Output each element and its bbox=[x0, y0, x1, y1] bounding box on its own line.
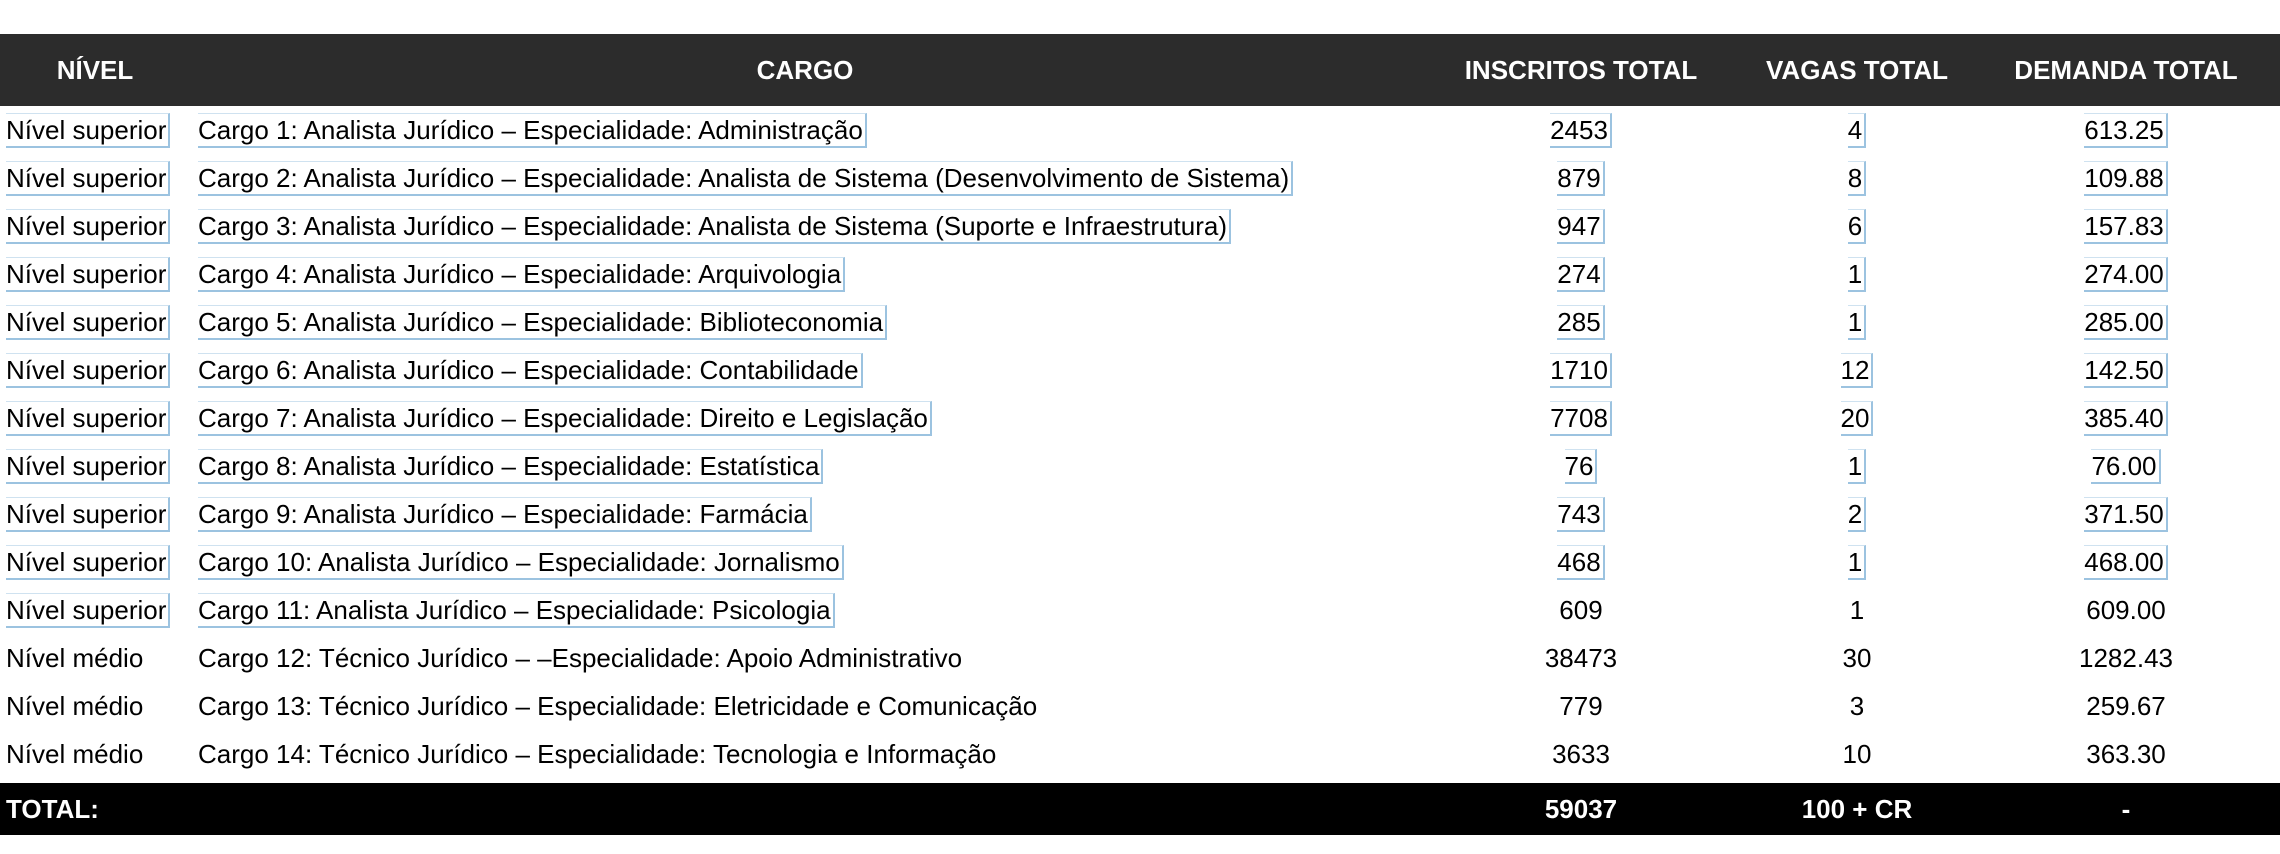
results-table bbox=[0, 34, 2280, 835]
cell-vagas-text: 20 bbox=[1841, 401, 1874, 436]
cell-nivel bbox=[0, 113, 190, 148]
cell-demanda-text: 109.88 bbox=[2084, 161, 2168, 196]
cell-cargo bbox=[190, 449, 1420, 484]
cell-vagas-text: 2 bbox=[1848, 497, 1866, 532]
cell-nivel bbox=[0, 401, 190, 436]
cell-demanda-text: 142.50 bbox=[2084, 353, 2168, 388]
cell-inscritos-text: 1710 bbox=[1550, 353, 1612, 388]
cell-cargo bbox=[190, 642, 1420, 674]
cell-inscritos bbox=[1420, 401, 1742, 436]
cell-nivel bbox=[0, 257, 190, 292]
cell-inscritos bbox=[1420, 497, 1742, 532]
cell-vagas bbox=[1742, 161, 1972, 196]
cell-inscritos bbox=[1420, 161, 1742, 196]
cell-cargo bbox=[190, 497, 1420, 532]
cell-demanda bbox=[1972, 690, 2280, 722]
cell-demanda bbox=[1972, 449, 2280, 484]
cell-nivel bbox=[0, 593, 190, 628]
cell-nivel-text: Nível superior bbox=[6, 305, 170, 340]
cell-vagas-text: 3 bbox=[1849, 691, 1865, 721]
cell-nivel bbox=[0, 545, 190, 580]
cell-cargo-text: Cargo 14: Técnico Jurídico – Especialidade: Tecnologia e Informação bbox=[198, 739, 997, 769]
cell-vagas-text: 12 bbox=[1841, 353, 1874, 388]
cell-cargo-text: Cargo 13: Técnico Jurídico – Especialidade: Eletricidade e Comunicação bbox=[198, 691, 1038, 721]
cell-cargo-text: Cargo 2: Analista Jurídico – Especialidade: Analista de Sistema (Desenvolvimento de Sistema) bbox=[198, 161, 1293, 196]
cell-inscritos-text: 38473 bbox=[1544, 643, 1618, 673]
cell-demanda-text: 285.00 bbox=[2084, 305, 2168, 340]
cell-cargo-text: Cargo 4: Analista Jurídico – Especialidade: Arquivologia bbox=[198, 257, 845, 292]
header-vagas: VAGAS TOTAL bbox=[1766, 54, 1948, 85]
cell-cargo bbox=[190, 593, 1420, 628]
cell-vagas-text: 1 bbox=[1848, 305, 1866, 340]
cell-nivel-text: Nível médio bbox=[6, 643, 144, 673]
cell-inscritos bbox=[1420, 305, 1742, 340]
cell-demanda bbox=[1972, 401, 2280, 436]
cell-vagas bbox=[1742, 497, 1972, 532]
header-cargo: CARGO bbox=[756, 54, 854, 85]
cell-vagas-text: 1 bbox=[1848, 545, 1866, 580]
table-row bbox=[0, 586, 2280, 634]
cell-cargo-text: Cargo 10: Analista Jurídico – Especialidade: Jornalismo bbox=[198, 545, 844, 580]
cell-demanda-text: 259.67 bbox=[2086, 691, 2166, 721]
cell-inscritos bbox=[1420, 690, 1742, 722]
cell-nivel-text: Nível superior bbox=[6, 449, 170, 484]
table-row bbox=[0, 634, 2280, 682]
cell-inscritos bbox=[1420, 353, 1742, 388]
cell-cargo bbox=[190, 209, 1420, 244]
cell-nivel-text: Nível superior bbox=[6, 593, 170, 628]
cell-cargo-text: Cargo 3: Analista Jurídico – Especialidade: Analista de Sistema (Suporte e Infraestrutura) bbox=[198, 209, 1231, 244]
table-row bbox=[0, 394, 2280, 442]
cell-cargo bbox=[190, 545, 1420, 580]
cell-cargo bbox=[190, 401, 1420, 436]
cell-inscritos-text: 2453 bbox=[1550, 113, 1612, 148]
cell-nivel-text: Nível médio bbox=[6, 691, 144, 721]
cell-inscritos bbox=[1420, 257, 1742, 292]
header-demanda: DEMANDA TOTAL bbox=[2014, 54, 2238, 85]
cell-nivel bbox=[0, 209, 190, 244]
cell-vagas-text: 1 bbox=[1848, 257, 1866, 292]
cell-cargo-text: Cargo 5: Analista Jurídico – Especialidade: Biblioteconomia bbox=[198, 305, 887, 340]
cell-demanda bbox=[1972, 738, 2280, 770]
cell-nivel bbox=[0, 161, 190, 196]
cell-nivel-text: Nível superior bbox=[6, 209, 170, 244]
cell-vagas bbox=[1742, 257, 1972, 292]
cell-demanda-text: 157.83 bbox=[2084, 209, 2168, 244]
cell-inscritos bbox=[1420, 449, 1742, 484]
cell-inscritos-text: 285 bbox=[1557, 305, 1604, 340]
cell-demanda bbox=[1972, 113, 2280, 148]
total-inscritos: 59037 bbox=[1544, 793, 1618, 824]
cell-inscritos-text: 274 bbox=[1557, 257, 1604, 292]
cell-nivel-text: Nível superior bbox=[6, 353, 170, 388]
total-row bbox=[0, 783, 2280, 835]
cell-demanda-text: 1282.43 bbox=[2079, 643, 2173, 673]
cell-inscritos-text: 3633 bbox=[1552, 739, 1610, 769]
cell-demanda-text: 468.00 bbox=[2084, 545, 2168, 580]
cell-demanda bbox=[1972, 497, 2280, 532]
cell-nivel bbox=[0, 690, 190, 722]
cell-cargo-text: Cargo 9: Analista Jurídico – Especialidade: Farmácia bbox=[198, 497, 812, 532]
table-header bbox=[0, 34, 2280, 106]
cell-nivel bbox=[0, 738, 190, 770]
cell-nivel-text: Nível superior bbox=[6, 113, 170, 148]
cell-vagas bbox=[1742, 353, 1972, 388]
cell-cargo-text: Cargo 1: Analista Jurídico – Especialidade: Administração bbox=[198, 113, 867, 148]
cell-nivel-text: Nível superior bbox=[6, 401, 170, 436]
cell-inscritos-text: 779 bbox=[1559, 691, 1603, 721]
cell-demanda bbox=[1972, 545, 2280, 580]
cell-nivel bbox=[0, 305, 190, 340]
cell-demanda bbox=[1972, 594, 2280, 626]
cell-vagas-text: 1 bbox=[1849, 595, 1865, 625]
total-demanda: - bbox=[2121, 793, 2131, 824]
table-row bbox=[0, 682, 2280, 730]
cell-demanda bbox=[1972, 161, 2280, 196]
cell-nivel-text: Nível superior bbox=[6, 497, 170, 532]
cell-inscritos-text: 879 bbox=[1557, 161, 1604, 196]
cell-demanda bbox=[1972, 305, 2280, 340]
cell-demanda-text: 385.40 bbox=[2084, 401, 2168, 436]
cell-cargo-text: Cargo 12: Técnico Jurídico – –Especialidade: Apoio Administrativo bbox=[198, 643, 963, 673]
cell-nivel-text: Nível superior bbox=[6, 257, 170, 292]
cell-vagas-text: 4 bbox=[1848, 113, 1866, 148]
cell-cargo bbox=[190, 738, 1420, 770]
cell-demanda-text: 76.00 bbox=[2091, 449, 2160, 484]
cell-cargo bbox=[190, 305, 1420, 340]
total-label: TOTAL: bbox=[6, 793, 99, 824]
cell-demanda-text: 609.00 bbox=[2086, 595, 2166, 625]
cell-inscritos-text: 7708 bbox=[1550, 401, 1612, 436]
cell-vagas-text: 1 bbox=[1848, 449, 1866, 484]
table-row bbox=[0, 490, 2280, 538]
cell-cargo-text: Cargo 6: Analista Jurídico – Especialidade: Contabilidade bbox=[198, 353, 863, 388]
table-row bbox=[0, 202, 2280, 250]
cell-vagas bbox=[1742, 113, 1972, 148]
table-row bbox=[0, 250, 2280, 298]
cell-inscritos bbox=[1420, 209, 1742, 244]
cell-vagas bbox=[1742, 690, 1972, 722]
cell-cargo-text: Cargo 11: Analista Jurídico – Especialidade: Psicologia bbox=[198, 593, 835, 628]
table-row bbox=[0, 346, 2280, 394]
cell-nivel bbox=[0, 642, 190, 674]
cell-nivel bbox=[0, 353, 190, 388]
cell-inscritos-text: 947 bbox=[1557, 209, 1604, 244]
header-inscritos: INSCRITOS TOTAL bbox=[1464, 54, 1698, 85]
table-row bbox=[0, 298, 2280, 346]
table-row bbox=[0, 154, 2280, 202]
cell-nivel-text: Nível superior bbox=[6, 161, 170, 196]
cell-inscritos bbox=[1420, 113, 1742, 148]
cell-vagas bbox=[1742, 209, 1972, 244]
cell-cargo bbox=[190, 690, 1420, 722]
cell-vagas bbox=[1742, 642, 1972, 674]
cell-cargo-text: Cargo 7: Analista Jurídico – Especialidade: Direito e Legislação bbox=[198, 401, 932, 436]
cell-vagas bbox=[1742, 738, 1972, 770]
cell-vagas bbox=[1742, 449, 1972, 484]
table-body bbox=[0, 106, 2280, 778]
cell-cargo-text: Cargo 8: Analista Jurídico – Especialidade: Estatística bbox=[198, 449, 823, 484]
total-vagas: 100 + CR bbox=[1801, 793, 1913, 824]
cell-inscritos-text: 468 bbox=[1557, 545, 1604, 580]
cell-vagas bbox=[1742, 305, 1972, 340]
cell-demanda bbox=[1972, 209, 2280, 244]
cell-inscritos bbox=[1420, 594, 1742, 626]
cell-cargo bbox=[190, 257, 1420, 292]
cell-demanda bbox=[1972, 257, 2280, 292]
cell-cargo bbox=[190, 353, 1420, 388]
table-row bbox=[0, 442, 2280, 490]
table-row bbox=[0, 538, 2280, 586]
cell-nivel-text: Nível superior bbox=[6, 545, 170, 580]
header-nivel: NÍVEL bbox=[56, 54, 134, 85]
cell-inscritos bbox=[1420, 738, 1742, 770]
cell-inscritos bbox=[1420, 642, 1742, 674]
cell-nivel bbox=[0, 449, 190, 484]
cell-vagas-text: 6 bbox=[1848, 209, 1866, 244]
table-row bbox=[0, 730, 2280, 778]
cell-vagas bbox=[1742, 401, 1972, 436]
cell-inscritos-text: 76 bbox=[1565, 449, 1598, 484]
cell-vagas-text: 10 bbox=[1842, 739, 1872, 769]
cell-nivel bbox=[0, 497, 190, 532]
cell-demanda bbox=[1972, 353, 2280, 388]
cell-nivel-text: Nível médio bbox=[6, 739, 144, 769]
cell-cargo bbox=[190, 113, 1420, 148]
cell-vagas-text: 8 bbox=[1848, 161, 1866, 196]
cell-cargo bbox=[190, 161, 1420, 196]
cell-inscritos-text: 743 bbox=[1557, 497, 1604, 532]
cell-demanda-text: 371.50 bbox=[2084, 497, 2168, 532]
cell-demanda bbox=[1972, 642, 2280, 674]
table-row bbox=[0, 106, 2280, 154]
cell-vagas bbox=[1742, 545, 1972, 580]
cell-demanda-text: 363.30 bbox=[2086, 739, 2166, 769]
cell-inscritos bbox=[1420, 545, 1742, 580]
cell-demanda-text: 274.00 bbox=[2084, 257, 2168, 292]
cell-vagas-text: 30 bbox=[1842, 643, 1872, 673]
cell-demanda-text: 613.25 bbox=[2084, 113, 2168, 148]
cell-inscritos-text: 609 bbox=[1559, 595, 1603, 625]
cell-vagas bbox=[1742, 594, 1972, 626]
